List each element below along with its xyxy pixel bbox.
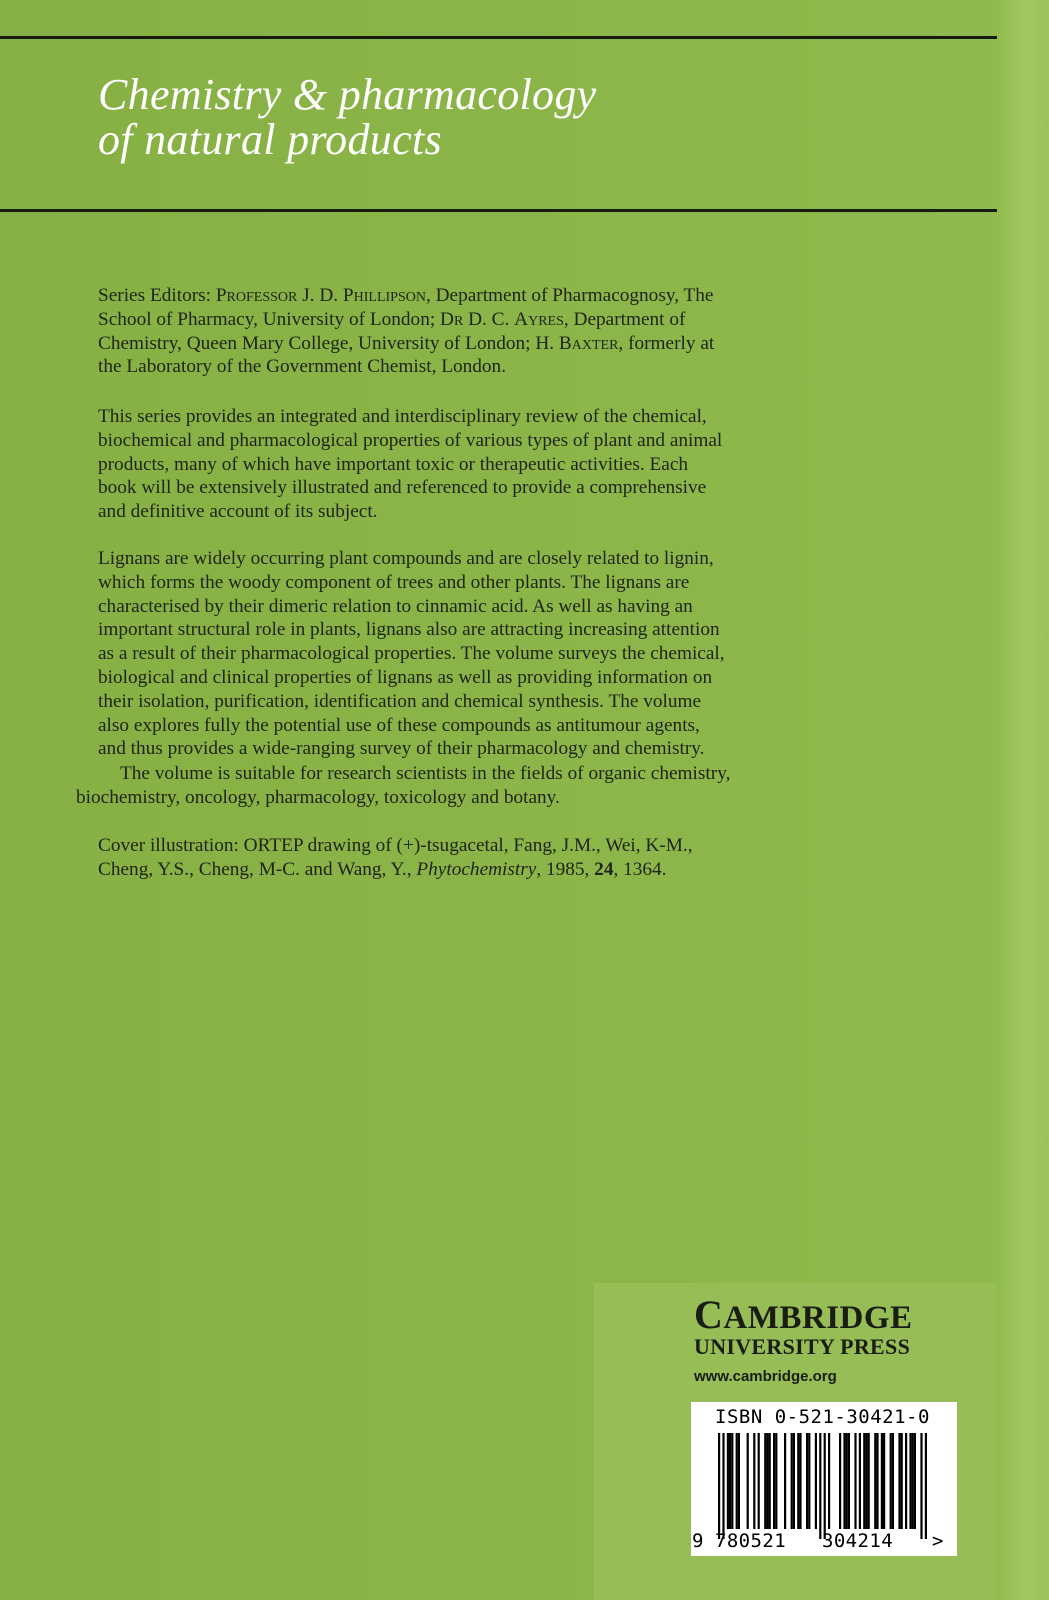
barcode-bar <box>892 1433 894 1529</box>
editor-affiliation: , Department of <box>563 308 686 330</box>
editors-line-4: the Laboratory of the Government Chemist, London. <box>98 356 507 378</box>
volume-description-paragraph <box>98 547 858 761</box>
barcode-bar <box>727 1433 729 1529</box>
ean-quiet-zone-mark: > <box>932 1530 944 1552</box>
barcode-bar <box>876 1433 878 1529</box>
credit-authors: Cheng, Y.S., Cheng, M-C. and Wang, Y., <box>98 858 417 880</box>
barcode-bar <box>854 1433 856 1529</box>
barcode-bar <box>784 1433 786 1529</box>
ean13-barcode <box>705 1433 943 1545</box>
spine-edge <box>999 0 1049 1600</box>
journal-volume: 24 <box>594 858 614 880</box>
editors-line-2 <box>98 308 858 332</box>
barcode-bar <box>868 1433 870 1529</box>
top-rule <box>0 36 997 39</box>
publisher-logo-name <box>694 1291 913 1338</box>
barcode-guard-bar <box>824 1433 826 1539</box>
description-line: as a result of their pharmacological properties. The volume surveys the chemical, <box>98 643 725 665</box>
barcode-guard-bar <box>718 1433 720 1539</box>
barcode-label <box>691 1402 957 1556</box>
barcode-bar <box>828 1433 830 1529</box>
barcode-bar <box>806 1433 808 1529</box>
barcode-bar <box>738 1433 740 1529</box>
intro-line: biochemical and pharmacological properties of various types of plant and animal <box>98 429 723 451</box>
editor-surname: Ayres <box>514 308 564 330</box>
ean-right-digits: 304214 <box>822 1530 894 1552</box>
journal-year: , 1985, <box>536 858 595 880</box>
barcode-bar <box>731 1433 733 1529</box>
publisher-url: www.cambridge.org <box>694 1368 837 1385</box>
editor-affiliation: , Department of Pharmacognosy, The <box>425 285 714 306</box>
barcode-bar <box>791 1433 793 1529</box>
description-line: also explores fully the potential use of these compounds as antitumour agents, <box>98 714 700 736</box>
intro-line: book will be extensively illustrated and referenced to provide a comprehensive <box>98 477 707 499</box>
credit-line-1: Cover illustration: ORTEP drawing of (+)-tsugacetal, Fang, J.M., Wei, K-M., <box>98 835 693 856</box>
barcode-bar <box>859 1433 861 1529</box>
intro-line: products, many of which have important toxic or therapeutic activities. Each <box>98 453 689 475</box>
barcode-bar <box>865 1433 867 1529</box>
journal-page: , 1364. <box>613 858 667 880</box>
ean-left-digits: 780521 <box>715 1530 787 1552</box>
ean-leading-digit: 9 <box>692 1530 704 1552</box>
barcode-guard-bar <box>819 1433 821 1539</box>
title-underline-rule <box>0 209 997 212</box>
barcode-bar <box>881 1433 883 1529</box>
editor-initials: D. C. <box>463 308 515 330</box>
description-line: which forms the woody component of trees and other plants. The lignans are <box>98 571 690 593</box>
publisher-subtitle: UNIVERSITY PRESS <box>694 1334 911 1359</box>
editors-label: Series Editors: <box>98 285 216 306</box>
barcode-bar <box>848 1433 850 1529</box>
barcode-bar <box>909 1433 911 1529</box>
barcode-bar <box>839 1433 841 1529</box>
barcode-bar <box>799 1433 801 1529</box>
editor-affiliation: , formerly at <box>618 332 715 354</box>
description-line: their isolation, purification, identification and chemical synthesis. The volume <box>98 690 702 712</box>
barcode-bar <box>758 1433 760 1529</box>
editor-title: Professor <box>215 285 298 306</box>
intro-line: This series provides an integrated and interdisciplinary review of the chemical, <box>98 406 707 427</box>
barcode-bar <box>874 1433 876 1529</box>
barcode-guard-bar <box>925 1433 927 1539</box>
editor-affiliation: Chemistry, Queen Mary College, University of London; H. <box>98 332 559 354</box>
editor-surname: Baxter <box>558 332 619 354</box>
barcode-bar <box>914 1433 916 1529</box>
isbn-number: ISBN 0-521-30421-0 <box>715 1406 930 1428</box>
barcode-bar <box>766 1433 768 1529</box>
barcode-bar <box>815 1433 817 1529</box>
intro-line: and definitive account of its subject. <box>98 501 378 523</box>
editors-line-3 <box>98 332 858 356</box>
barcode-bar <box>905 1433 907 1529</box>
barcode-bar <box>912 1433 914 1529</box>
barcode-bar <box>736 1433 738 1529</box>
barcode-bar <box>808 1433 810 1529</box>
series-editors-paragraph <box>98 284 858 379</box>
description-line: characterised by their dimeric relation to cinnamic acid. As well as having an <box>98 595 693 617</box>
cover-illustration-credit <box>98 834 858 882</box>
editor-initials: J. D. <box>297 285 343 306</box>
barcode-bar <box>747 1433 749 1529</box>
description-line: biological and clinical properties of lignans as well as providing information on <box>98 666 713 688</box>
series-description-paragraph <box>98 405 858 524</box>
barcode-bar <box>769 1433 771 1529</box>
description-line: important structural role in plants, lignans also are attracting increasing attention <box>98 619 720 641</box>
barcode-bar <box>843 1433 845 1529</box>
barcode-bar <box>793 1433 795 1529</box>
credit-line-2 <box>98 858 858 882</box>
audience-paragraph <box>76 762 858 810</box>
series-title <box>98 72 898 162</box>
editor-title: Dr <box>440 308 464 330</box>
barcode-bar <box>901 1433 903 1529</box>
series-title-line-1: Chemistry & pharmacology <box>98 70 597 119</box>
ean-digits <box>691 1530 957 1554</box>
publisher-name-rest: AMBRIDGE <box>723 1300 913 1336</box>
barcode-bar <box>883 1433 885 1529</box>
barcode-bar <box>890 1433 892 1529</box>
description-line: and thus provides a wide-ranging survey of their pharmacology and chemistry. <box>98 738 705 760</box>
barcode-bar <box>846 1433 848 1529</box>
editor-affiliation: School of Pharmacy, University of London; <box>98 308 441 330</box>
journal-name: Phytochemistry <box>416 858 537 880</box>
barcode-bar <box>775 1433 777 1529</box>
publisher-initial: C <box>694 1292 724 1337</box>
editors-line-1 <box>98 284 858 308</box>
barcode-bar <box>773 1433 775 1529</box>
barcode-bar <box>797 1433 799 1529</box>
barcode-bar <box>898 1433 900 1529</box>
editor-surname: Phillipson <box>342 285 426 306</box>
series-title-line-2: of natural products <box>98 115 442 164</box>
barcode-guard-bar <box>722 1433 724 1539</box>
barcode-bar <box>753 1433 755 1529</box>
audience-line: The volume is suitable for research scientists in the fields of organic chemistry, <box>120 763 731 784</box>
barcode-bar <box>764 1433 766 1529</box>
barcode-bar <box>729 1433 731 1529</box>
description-line: Lignans are widely occurring plant compounds and are closely related to lignin, <box>98 548 714 569</box>
audience-line: biochemistry, oncology, pharmacology, toxicology and botany. <box>76 786 560 808</box>
barcode-bar <box>863 1433 865 1529</box>
barcode-guard-bar <box>920 1433 922 1539</box>
